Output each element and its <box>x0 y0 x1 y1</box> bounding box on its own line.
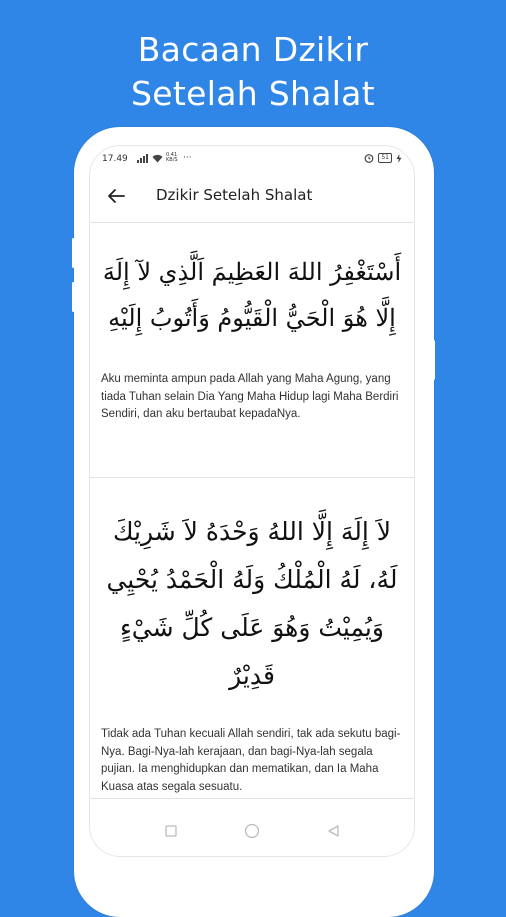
status-right-icons <box>364 153 402 163</box>
page-title: Dzikir Setelah Shalat <box>156 186 313 204</box>
status-left-icons <box>137 153 192 163</box>
headline-line-2: Setelah Shalat <box>131 74 375 113</box>
translation-text: Tidak ada Tuhan kecuali Allah sendiri, tak ada sekutu bagi-Nya. Bagi-Nya-lah kerajaan, dan bagi-Nya-lah segala pujian. Ia menghidupkan dan mematikan, dan Ia Maha Kuasa atas segala sesuatu. <box>101 728 401 793</box>
alarm-icon <box>364 153 374 163</box>
status-bar <box>90 146 414 172</box>
app-bar <box>90 174 414 223</box>
wifi-icon <box>152 154 163 163</box>
promo-headline <box>0 28 506 116</box>
phone-side-button <box>72 238 75 268</box>
triangle-back-icon[interactable] <box>326 824 340 838</box>
arabic-text: لاَ إِلَهَ إِلَّا اللهُ وَحْدَهُ لاَ شَرِيْكَ لَهُ، لَهُ الْمُلْكُ وَلَهُ الْحَمْدُ يُحْيِي وَيُمِيْتُ وَهُوَ عَلَى كُلِّ شَيْءٍ قَدِيْرٌ <box>106 517 398 690</box>
status-more: ··· <box>183 153 192 163</box>
arabic-text: أَسْتَغْفِرُ اللهَ العَظِيمَ اَلَّذِي لآ إِلَهَ إِلَّا هُوَ الْحَيُّ الْقَيُّومُ وَأَتُوبُ إِلَيْهِ <box>102 258 402 332</box>
circle-icon[interactable] <box>244 823 260 839</box>
status-time: 17.49 <box>102 154 128 164</box>
square-icon[interactable] <box>164 824 178 838</box>
dzikir-card <box>90 223 414 478</box>
phone-side-button <box>432 340 435 380</box>
headline-line-1: Bacaan Dzikir <box>137 30 369 69</box>
phone-side-button <box>72 282 75 312</box>
phone-screen <box>90 146 414 856</box>
translation-text: Aku meminta ampun pada Allah yang Maha Agung, yang tiada Tuhan selain Dia Yang Maha Hidup lagi Maha Berdiri Sendiri, dan aku bertaubat kepadaNya. <box>101 373 399 420</box>
signal-icon <box>137 154 149 163</box>
arrow-left-icon[interactable] <box>104 184 128 208</box>
system-nav-bar <box>90 816 414 846</box>
charging-icon <box>396 154 402 163</box>
battery-icon: 51 <box>378 153 392 163</box>
dzikir-card <box>90 478 414 799</box>
network-speed: 0.41 KB/S <box>166 152 178 163</box>
